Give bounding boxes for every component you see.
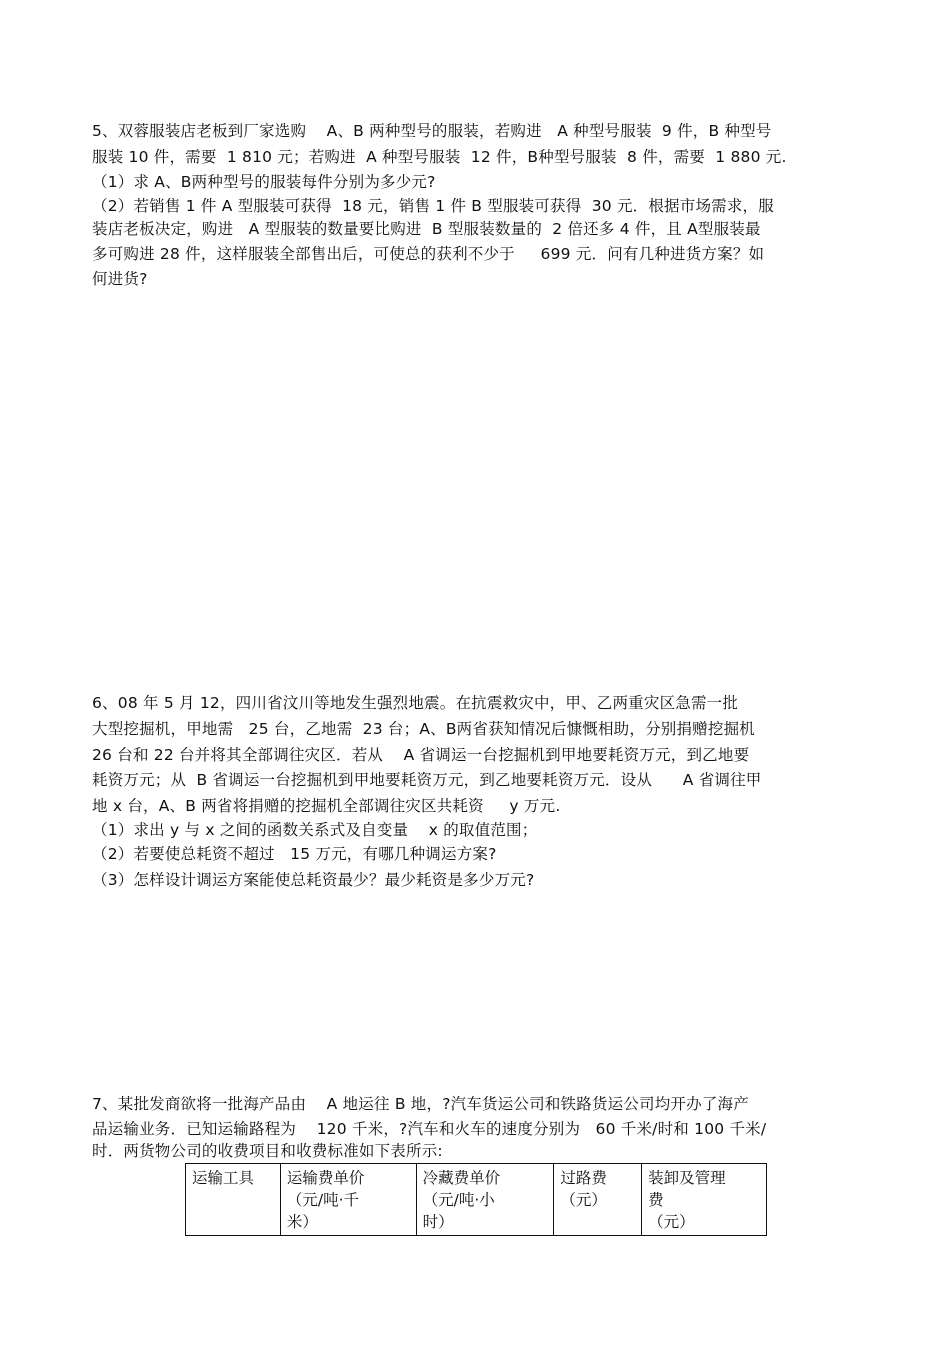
problem-6-line: 26 台和 22 台并将其全部调往灾区．若从 A 省调运一台挖掘机到甲地要耗资万元，到乙地要 — [92, 746, 750, 764]
problem-6-line: （3）怎样设计调运方案能使总耗资最少？最少耗资是多少万元? — [92, 871, 535, 889]
problem-6-line: （2）若要使总耗资不超过 15 万元，有哪几种调运方案? — [92, 845, 497, 863]
problem-6-line: （1）求出 y 与 x 之间的函数关系式及自变量 x 的取值范围； — [92, 821, 538, 839]
fee-table — [185, 1163, 767, 1236]
problem-6-line: 大型挖掘机，甲地需 25 台，乙地需 23 台；A、B两省获知情况后慷慨相助，分别捐赠挖掘机 — [92, 720, 755, 738]
header-refrigeration-fee-unit-price: 冷藏费单价 （元/吨·小 时） — [416, 1164, 554, 1236]
problem-5-line: （2）若销售 1 件 A 型服装可获得 18 元，销售 1 件 B 型服装可获得 30 元．根据市场需求，服 — [92, 197, 774, 215]
problem-7-line: 品运输业务．已知运输路程为 120 千米，?汽车和火车的速度分别为 60 千米/时和 100 千米/ — [92, 1120, 767, 1138]
problem-6-line: 耗资万元；从 B 省调运一台挖掘机到甲地要耗资万元，到乙地要耗资万元．设从 A 省调往甲 — [92, 771, 762, 789]
problem-5-line: 5、双蓉服装店老板到厂家选购 A、B 两种型号的服装，若购进 A 种型号服装 9 件，B 种型号 — [92, 122, 772, 140]
problem-5-line: 服装 10 件，需要 1 810 元；若购进 A 种型号服装 12 件，B种型号服装 8 件，需要 1 880 元. — [92, 148, 787, 166]
problem-7-line: 7、某批发商欲将一批海产品由 A 地运往 B 地，?汽车货运公司和铁路货运公司均开办了海产 — [92, 1095, 749, 1113]
header-handling-management-fee: 装卸及管理 费 （元） — [642, 1164, 767, 1236]
header-transport-fee-unit-price: 运输费单价 （元/吨·千 米） — [280, 1164, 416, 1236]
problem-7-line: 时．两货物公司的收费项目和收费标准如下表所示: — [92, 1142, 443, 1160]
header-toll-fee: 过路费 （元） — [554, 1164, 642, 1236]
problem-5-line: 多可购进 28 件，这样服装全部售出后，可使总的获利不少于 699 元．问有几种进货方案？如 — [92, 245, 765, 263]
problem-5-line: （1）求 A、B两种型号的服装每件分别为多少元? — [92, 173, 436, 191]
problem-5-line: 何进货? — [92, 270, 148, 288]
fee-table-header-row — [186, 1164, 767, 1236]
problem-5-line: 装店老板决定，购进 A 型服装的数量要比购进 B 型服装数量的 2 倍还多 4 件，且 A型服装最 — [92, 220, 761, 238]
header-transport-tool: 运输工具 — [186, 1164, 281, 1236]
problem-6-line: 6、08 年 5 月 12，四川省汶川等地发生强烈地震。在抗震救灾中，甲、乙两重灾区急需一批 — [92, 694, 739, 712]
problem-6-line: 地 x 台，A、B 两省将捐赠的挖掘机全部调往灾区共耗资 y 万元. — [92, 797, 561, 815]
